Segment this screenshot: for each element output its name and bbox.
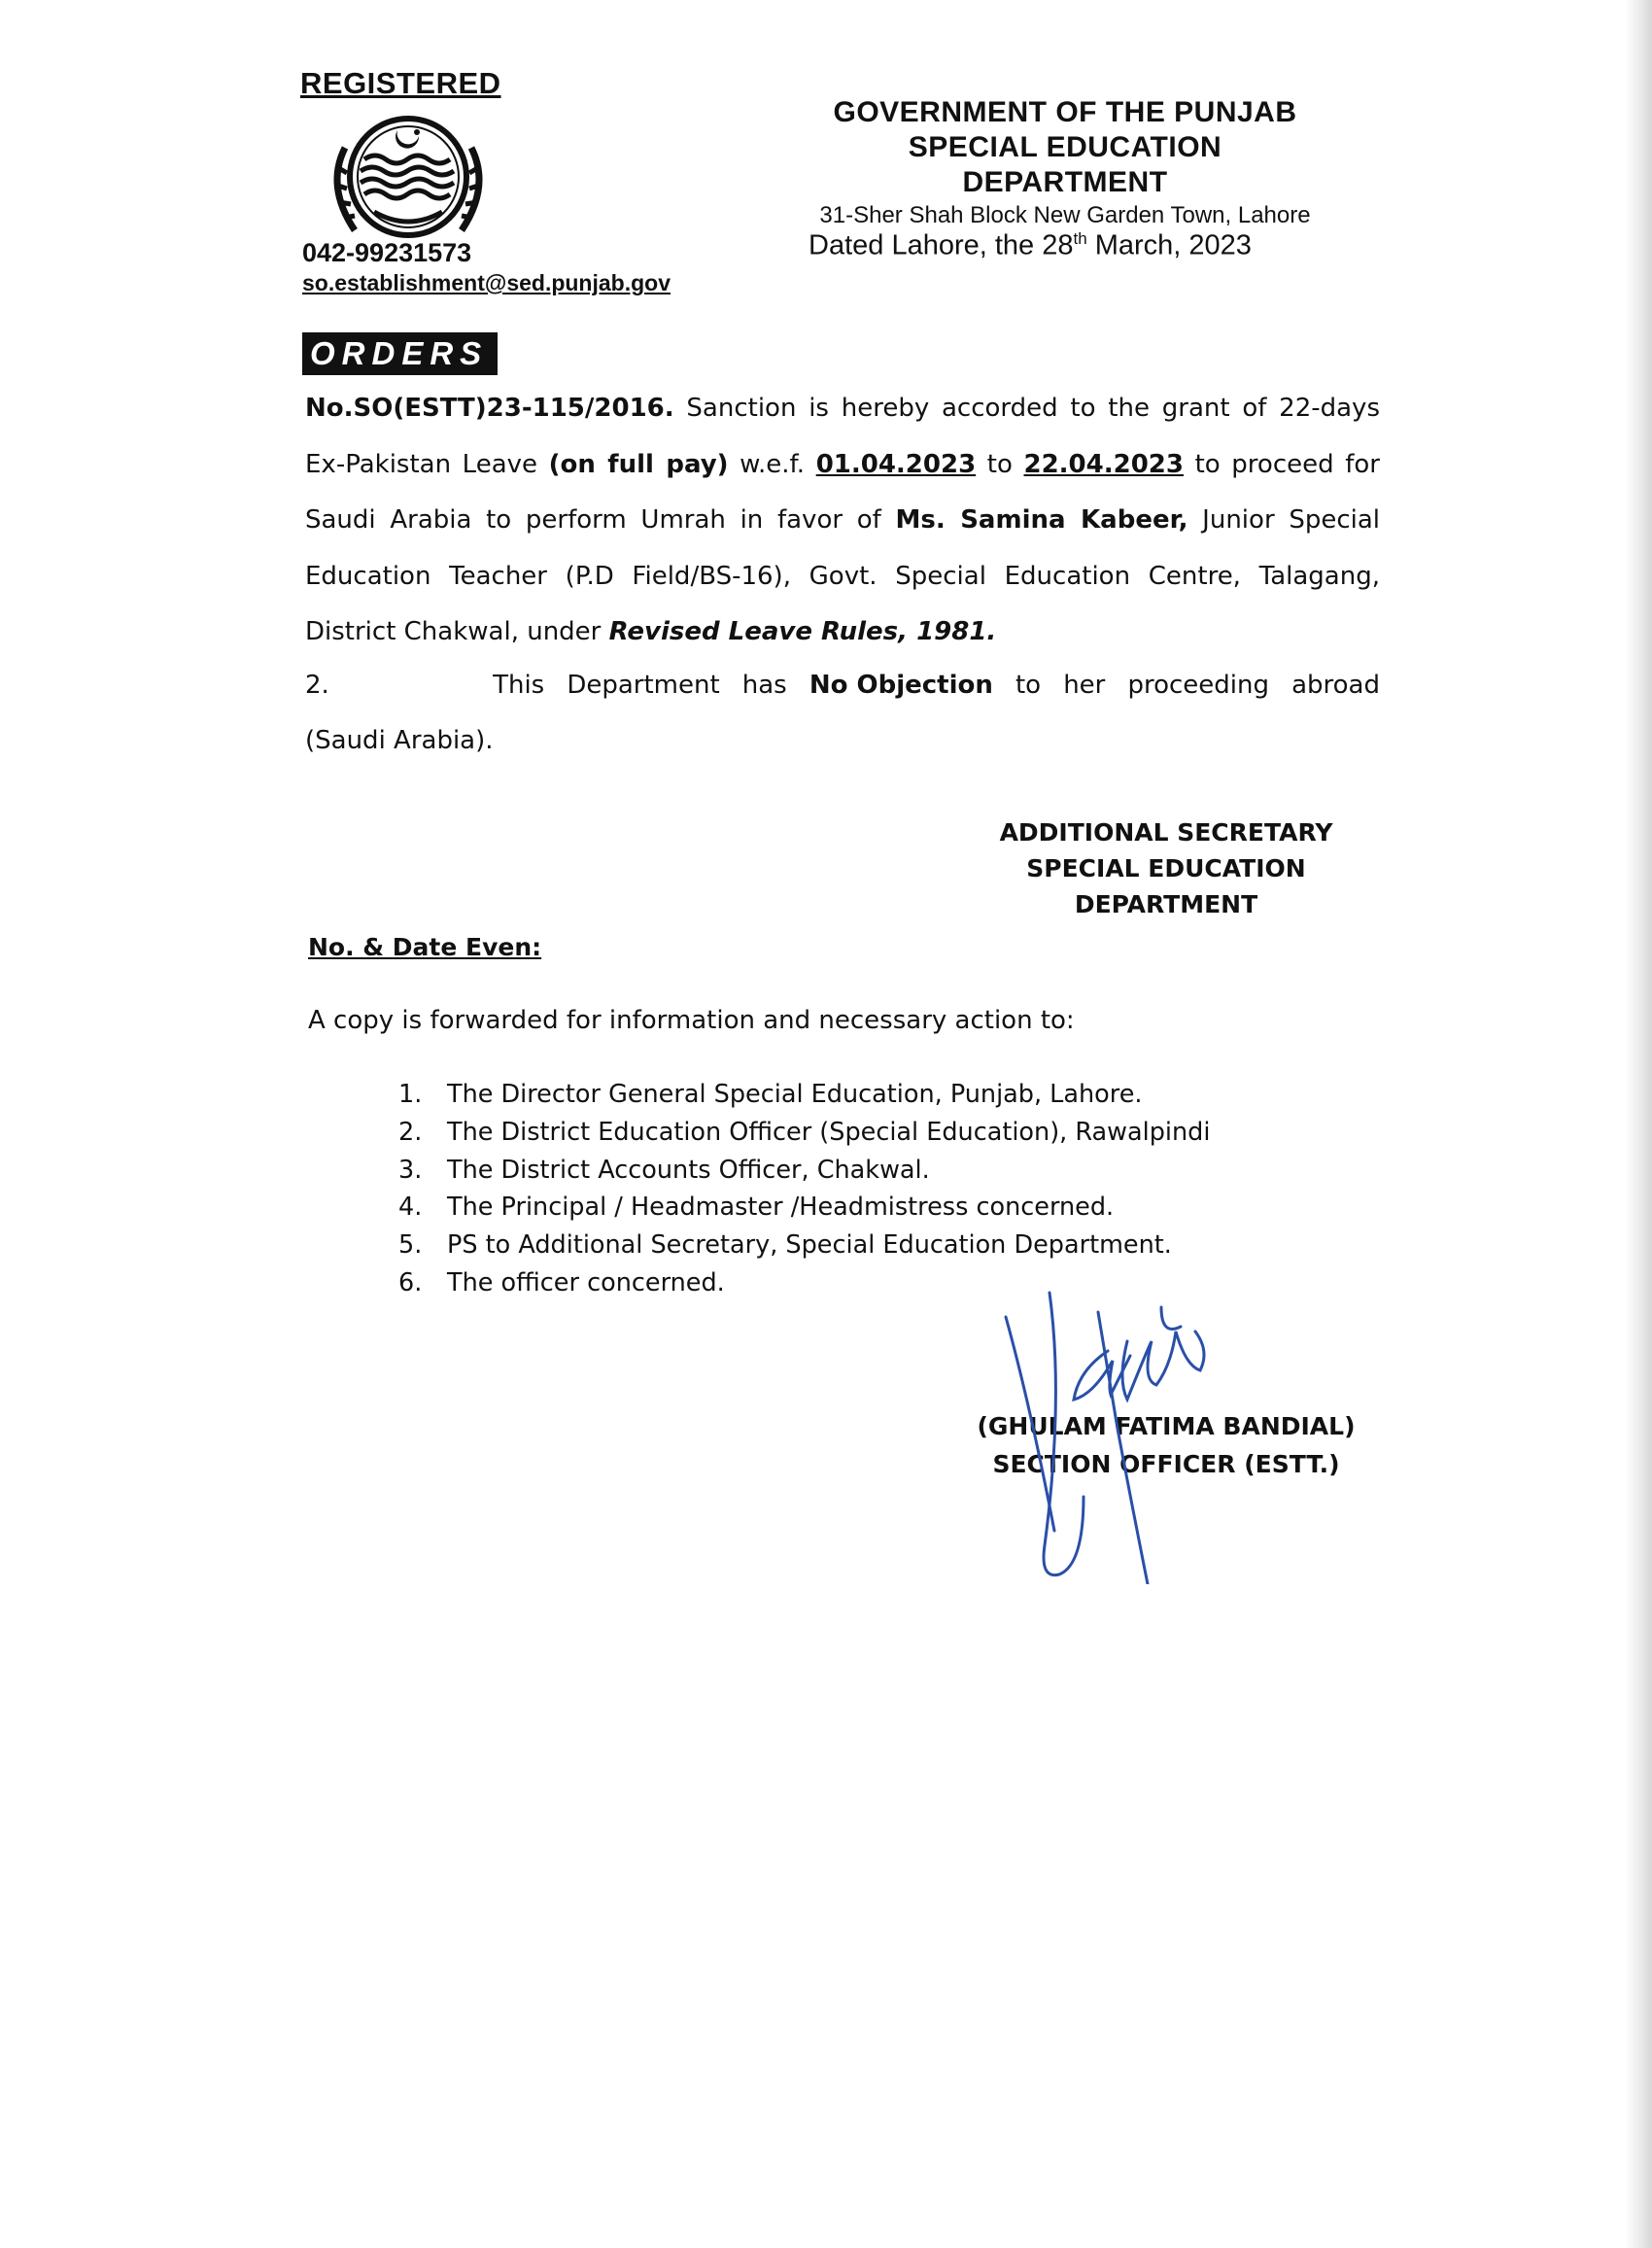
para-number: 2. (305, 671, 329, 700)
letterhead (803, 95, 1327, 231)
para2-word: Department (567, 671, 720, 700)
order-text-1: Sanction is hereby accorded to the grant of 22-days Ex-Pakistan Leave (305, 394, 1380, 479)
on-full-pay: (on full pay) (548, 449, 729, 479)
order-text-3: to (976, 449, 1024, 479)
list-item (398, 1076, 1210, 1114)
dated-line (809, 229, 1252, 262)
dated-suffix-sup: th (1073, 229, 1087, 248)
list-item (398, 1152, 1210, 1190)
dated-prefix: Dated Lahore, the 28 (809, 229, 1074, 261)
list-text: The District Education Officer (Special Education), Rawalpindi (447, 1117, 1211, 1147)
department-address: 31-Sher Shah Block New Garden Town, Lahore (819, 202, 1311, 228)
dated-month-year: March, 2023 (1086, 229, 1252, 261)
list-text: The District Accounts Officer, Chakwal. (447, 1155, 930, 1185)
order-text-4: to proceed for Saudi Arabia to perform Umrah in favor of (305, 449, 1380, 535)
list-item (398, 1227, 1210, 1264)
no-objection: No Objection (809, 671, 993, 700)
para2-line2: (Saudi Arabia). (305, 726, 494, 755)
employee-name: Ms. Samina Kabeer, (895, 505, 1188, 535)
para2-word: has (741, 671, 787, 700)
para2-word: to (1015, 671, 1042, 700)
handwritten-signature-icon (991, 1263, 1254, 1584)
list-text: The Director General Special Education, Punjab, Lahore. (447, 1080, 1143, 1109)
signatory-line: ADDITIONAL SECRETARY (999, 818, 1333, 847)
punjab-government-emblem-icon (316, 109, 500, 250)
department-title: SPECIAL EDUCATION DEPARTMENT (908, 131, 1222, 198)
order-paragraph (305, 381, 1380, 661)
leave-rules: Revised Leave Rules, 1981. (608, 617, 997, 646)
list-number: 2. (398, 1117, 423, 1147)
copy-forwarded-text: A copy is forwarded for information and necessary action to: (308, 1006, 1075, 1035)
orders-heading: ORDERS (302, 332, 498, 375)
list-number: 5. (398, 1230, 423, 1261)
officer-title: SECTION OFFICER (ESTT.) (992, 1450, 1340, 1478)
additional-secretary-block (972, 814, 1360, 922)
list-text: The Principal / Headmaster /Headmistress concerned. (447, 1193, 1115, 1223)
no-date-even: No. & Date Even: (308, 933, 542, 961)
para2-word: This (493, 671, 545, 700)
para2-word: her (1063, 671, 1106, 700)
leave-date-from: 01.04.2023 (815, 449, 977, 479)
list-number: 6. (398, 1267, 423, 1297)
government-title: GOVERNMENT OF THE PUNJAB (833, 96, 1297, 128)
list-text: PS to Additional Secretary, Special Education Department. (447, 1230, 1172, 1261)
list-number: 3. (398, 1155, 423, 1185)
para2-word: abroad (1291, 671, 1380, 700)
page-edge-shadow (1625, 0, 1652, 2248)
officer-name: (GHULAM FATIMA BANDIAL) (977, 1412, 1356, 1440)
signatory-line: SPECIAL EDUCATION (1026, 854, 1306, 882)
para2-word: proceeding (1127, 671, 1269, 700)
order-number: No.SO(ESTT)23-115/2016. (305, 394, 674, 423)
list-number: 4. (398, 1193, 423, 1223)
list-text: The officer concerned. (447, 1267, 725, 1297)
list-item (398, 1189, 1210, 1227)
signatory-line: DEPARTMENT (1074, 890, 1258, 918)
email-address: so.establishment@sed.punjab.gov (302, 270, 671, 295)
list-item (398, 1114, 1210, 1152)
list-number: 1. (398, 1080, 423, 1109)
leave-date-to: 22.04.2023 (1023, 449, 1184, 479)
no-objection-paragraph (305, 658, 1380, 769)
order-text-5: Junior Special Education Teacher (P.D Field/BS-16), Govt. Special Education Centre, Talagang, District Chakwal, under (305, 505, 1381, 646)
phone-number: 042-99231573 (302, 238, 472, 267)
order-text-2: w.e.f. (728, 449, 816, 479)
registered-label: REGISTERED (300, 66, 501, 100)
